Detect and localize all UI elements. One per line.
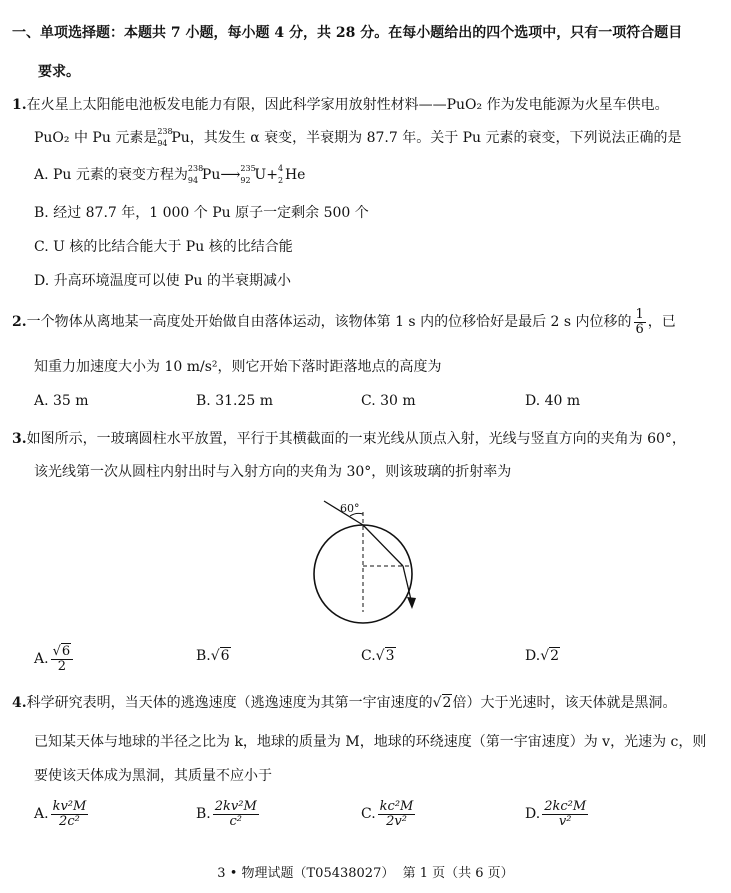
q1-option-b[interactable]: B. 经过 87.7 年，1 000 个 Pu 原子一定剩余 500 个 — [34, 205, 369, 221]
q4-stem-line3: 要使该天体成为黑洞，其质量不应小于 — [34, 768, 272, 784]
q4-option-b[interactable]: B. $\frac{\text{2kv²M}}{\text{c²}}$ — [196, 799, 257, 829]
q3-option-c[interactable]: C.√3 — [361, 648, 395, 664]
q4-option-a[interactable]: A. $\frac{\text{kv²M}}{\text{2c²}}$ — [34, 799, 87, 829]
q1-number: 1. — [12, 97, 27, 113]
arrow-icon: ⟶ — [220, 167, 241, 183]
q4-number: 4. — [12, 695, 27, 711]
section-heading-cont: 要求。 — [38, 64, 80, 80]
q1-stem-line2: PuO₂ 中 Pu 元素是 238 94 Pu，其发生 α 衰变，半衰期为 87.7 年。关于 Pu 元素的衰变，下列说法正确的是 — [34, 127, 682, 148]
q4-option-c[interactable]: C. $\frac{\text{kc²M}}{\text{2v²}}$ — [361, 799, 414, 829]
q2-stem-line1: 2.一个物体从离地某一高度处开始做自由落体运动，该物体第 1 s 内的位移恰好是最后 2 s 内位移的 $\frac{1}{6}$ ，已 — [12, 307, 676, 337]
q2-option-a[interactable]: A. 35 m — [34, 393, 89, 409]
section-heading: 一、单项选择题：本题共 7 小题，每小题 4 分，共 28 分。在每小题给出的四个选项中，只有一项符合题目 — [12, 25, 683, 41]
q3-option-b[interactable]: B.√6 — [196, 648, 230, 664]
q4-stem-line1: 4.科学研究表明，当天体的逃逸速度（逃逸速度为其第一宇宙速度的√2倍）大于光速时，该天体就是黑洞。 — [12, 695, 677, 711]
q4-option-d[interactable]: D. $\frac{\text{2kc²M}}{\text{v²}}$ — [525, 799, 587, 829]
q1-stem-line1: 1.在火星上太阳能电池板发电能力有限，因此科学家用放射性材料——PuO₂ 作为发电能源为火星车供电。 — [12, 97, 669, 113]
q2-number: 2. — [12, 314, 27, 331]
pu-nuclide-indices: 238 94 — [157, 127, 173, 148]
figure-angle-label: 60° — [340, 502, 360, 515]
q3-option-d[interactable]: D.√2 — [525, 648, 560, 664]
arrow-head-icon — [407, 597, 416, 609]
q3-number: 3. — [12, 431, 27, 447]
q1-option-c[interactable]: C. U 核的比结合能大于 Pu 核的比结合能 — [34, 239, 293, 255]
q1-option-a[interactable]: A. Pu 元素的衰变方程为 238 94 Pu⟶ 235 92 U+ 4 2 He — [34, 164, 306, 185]
refracted-ray — [363, 525, 403, 566]
q3-stem-line2: 该光线第一次从圆柱内射出时与入射方向的夹角为 30°，则该玻璃的折射率为 — [34, 464, 512, 480]
q2-option-d[interactable]: D. 40 m — [525, 393, 581, 409]
q3-option-a[interactable]: A. $\frac{√6}{2}$ — [34, 645, 75, 673]
q2-option-b[interactable]: B. 31.25 m — [196, 393, 273, 409]
q2-option-c[interactable]: C. 30 m — [361, 393, 416, 409]
cylinder-cross-section — [314, 525, 412, 623]
q1-option-d[interactable]: D. 升高环境温度可以使 Pu 的半衰期减小 — [34, 273, 291, 289]
q3-stem-line1: 3.如图所示，一玻璃圆柱水平放置，平行于其横截面的一束光线从顶点入射，光线与竖直方向的夹角为 60°， — [12, 431, 686, 447]
q3-cylinder-figure — [300, 492, 460, 632]
q2-stem-line2: 知重力加速度大小为 10 m/s²，则它开始下落时距落地点的高度为 — [34, 359, 442, 375]
q4-stem-line2: 已知某天体与地球的半径之比为 k，地球的质量为 M，地球的环绕速度（第一宇宙速度）为 v，光速为 c，则 — [34, 734, 707, 750]
page-footer: 3 • 物理试题（T05438027） 第 1 页（共 6 页） — [217, 866, 514, 881]
q2-fraction: $\frac{1}{6}$ — [635, 307, 644, 337]
